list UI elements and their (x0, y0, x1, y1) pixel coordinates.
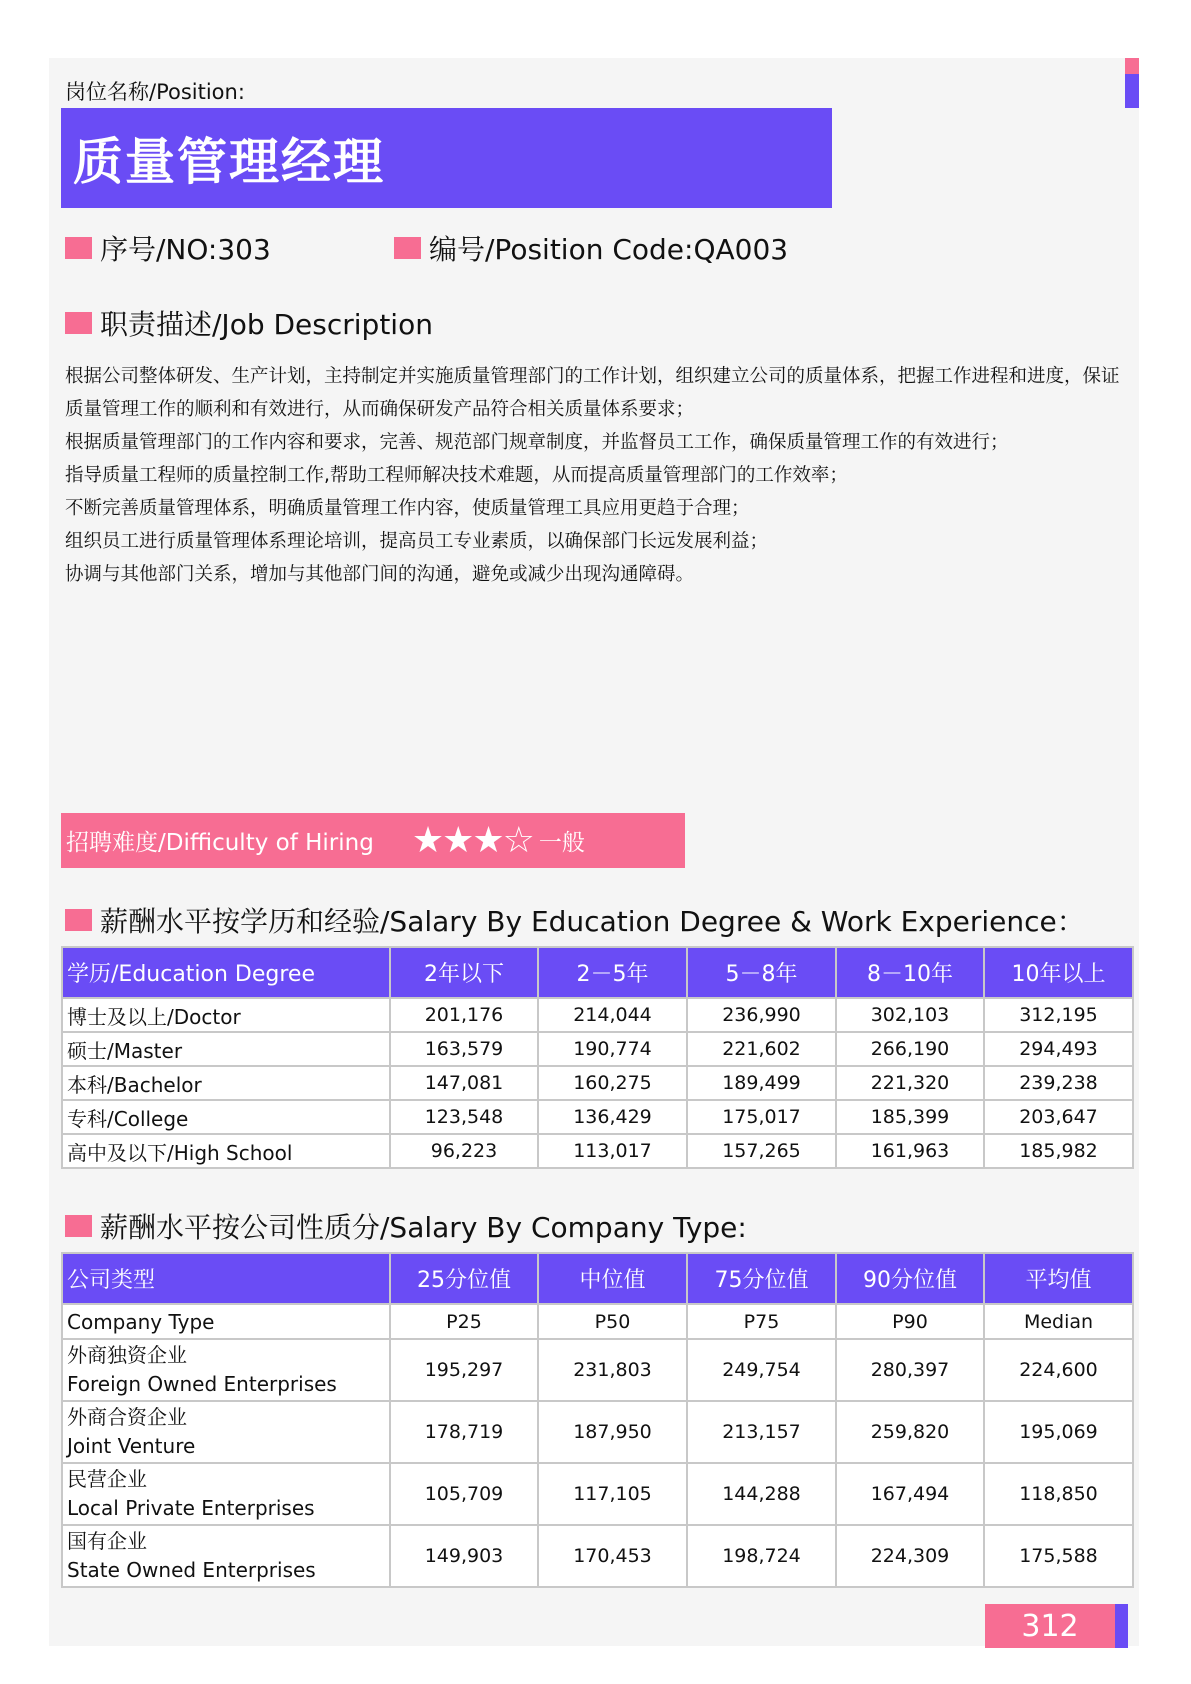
table-cell: 239,238 (984, 1066, 1133, 1100)
code-line (394, 228, 788, 268)
column-header: 公司类型 (62, 1253, 390, 1304)
row-label: 高中及以下/High School (62, 1134, 390, 1168)
row-label: Company Type (62, 1304, 390, 1339)
table-row (62, 1100, 1133, 1134)
table-cell: 161,963 (836, 1134, 984, 1168)
company-type-en: State Owned Enterprises (67, 1558, 316, 1582)
table-cell: 187,950 (538, 1401, 687, 1463)
page-number: 312 (985, 1604, 1115, 1648)
column-header: 学历/Education Degree (62, 947, 390, 998)
education-salary-table (61, 946, 1134, 1169)
table-row (62, 1339, 1133, 1401)
description-line: 组织员工进行质量管理体系理论培训，提高员工专业素质，以确保部门长远发展利益； (65, 531, 769, 552)
table-cell: 190,774 (538, 1032, 687, 1066)
company-type-en: Foreign Owned Enterprises (67, 1372, 337, 1396)
column-header: 10年以上 (984, 947, 1133, 998)
row-label: 本科/Bachelor (62, 1066, 390, 1100)
job-description-body (65, 360, 1135, 591)
column-header: 75分位值 (687, 1253, 836, 1304)
table-cell: 203,647 (984, 1100, 1133, 1134)
column-header: 8－10年 (836, 947, 984, 998)
table-cell: 198,724 (687, 1525, 836, 1587)
table-cell: 175,017 (687, 1100, 836, 1134)
pink-square-icon (65, 909, 92, 931)
table-cell: 178,719 (390, 1401, 538, 1463)
table-cell: 236,990 (687, 998, 836, 1032)
table-row (62, 1525, 1133, 1587)
table-cell: P90 (836, 1304, 984, 1339)
table-cell: 195,297 (390, 1339, 538, 1401)
company-type-cn: 外商独资企业 (67, 1343, 187, 1367)
company-type-cn: 外商合资企业 (67, 1405, 187, 1429)
table-row (62, 1032, 1133, 1066)
table-cell: 231,803 (538, 1339, 687, 1401)
table-row (62, 998, 1133, 1032)
pink-square-icon (65, 312, 92, 334)
column-header: 2年以下 (390, 947, 538, 998)
description-line: 指导质量工程师的质量控制工作,帮助工程师解决技术难题，从而提高质量管理部门的工作效率； (65, 465, 848, 486)
row-label: 硕士/Master (62, 1032, 390, 1066)
table-cell: 280,397 (836, 1339, 984, 1401)
position-title: 质量管理经理 (73, 133, 385, 191)
table-subheader-row (62, 1304, 1133, 1339)
corner-accent-purple (1125, 74, 1139, 108)
company-type-en: Joint Venture (67, 1434, 196, 1458)
row-label (62, 1401, 390, 1463)
table-cell: 189,499 (687, 1066, 836, 1100)
table-row (62, 1066, 1133, 1100)
position-label: 岗位名称/Position: (65, 80, 245, 104)
table-cell: 224,600 (984, 1339, 1133, 1401)
no-line (65, 228, 271, 268)
table-cell: 185,982 (984, 1134, 1133, 1168)
table-cell: 221,320 (836, 1066, 984, 1100)
company-salary-heading (65, 1206, 747, 1246)
description-line: 协调与其他部门关系，增加与其他部门间的沟通，避免或减少出现沟通障碍。 (65, 564, 695, 585)
page-number-accent (1115, 1604, 1128, 1648)
row-label: 专科/College (62, 1100, 390, 1134)
education-salary-title: 薪酬水平按学历和经验/Salary By Education Degree & Work Experience： (100, 905, 1085, 938)
table-cell: 123,548 (390, 1100, 538, 1134)
description-line: 根据公司整体研发、生产计划，主持制定并实施质量管理部门的工作计划，组织建立公司的质量体系，把握工作进程和进度，保证质量管理工作的顺利和有效进行，从而确保研发产品符合相关质量体系要求； (65, 366, 1120, 420)
pink-square-icon (65, 237, 92, 259)
job-description-title: 职责描述/Job Description (100, 308, 433, 341)
company-salary-title: 薪酬水平按公司性质分/Salary By Company Type: (100, 1211, 747, 1244)
table-cell: 167,494 (836, 1463, 984, 1525)
table-cell: 266,190 (836, 1032, 984, 1066)
table-cell: 157,265 (687, 1134, 836, 1168)
table-cell: 302,103 (836, 998, 984, 1032)
table-row (62, 1134, 1133, 1168)
table-cell: 163,579 (390, 1032, 538, 1066)
table-cell: 221,602 (687, 1032, 836, 1066)
row-label (62, 1463, 390, 1525)
corner-accent (1125, 58, 1139, 108)
table-cell: 214,044 (538, 998, 687, 1032)
table-cell: 195,069 (984, 1401, 1133, 1463)
table-cell: 201,176 (390, 998, 538, 1032)
position-code: 编号/Position Code:QA003 (429, 233, 789, 266)
pink-square-icon (394, 237, 421, 259)
company-type-cn: 民营企业 (67, 1467, 147, 1491)
table-cell: P25 (390, 1304, 538, 1339)
difficulty-label: 招聘难度/Difficulty of Hiring (66, 830, 374, 856)
table-cell: 96,223 (390, 1134, 538, 1168)
table-header-row (62, 1253, 1133, 1304)
table-cell: 175,588 (984, 1525, 1133, 1587)
job-description-heading (65, 303, 433, 343)
table-cell: 117,105 (538, 1463, 687, 1525)
table-cell: 147,081 (390, 1066, 538, 1100)
education-salary-heading (65, 900, 1085, 940)
table-row (62, 1463, 1133, 1525)
table-cell: 213,157 (687, 1401, 836, 1463)
company-salary-table (61, 1252, 1134, 1588)
table-cell: 149,903 (390, 1525, 538, 1587)
table-cell: 136,429 (538, 1100, 687, 1134)
page-number-badge (985, 1604, 1128, 1648)
table-cell: 259,820 (836, 1401, 984, 1463)
table-cell: P75 (687, 1304, 836, 1339)
difficulty-level: 一般 (538, 830, 585, 856)
table-cell: 249,754 (687, 1339, 836, 1401)
column-header: 25分位值 (390, 1253, 538, 1304)
corner-accent-pink (1125, 58, 1139, 74)
table-cell: Median (984, 1304, 1133, 1339)
column-header: 中位值 (538, 1253, 687, 1304)
pink-square-icon (65, 1215, 92, 1237)
table-cell: 170,453 (538, 1525, 687, 1587)
column-header: 5－8年 (687, 947, 836, 998)
table-cell: P50 (538, 1304, 687, 1339)
row-label (62, 1339, 390, 1401)
table-cell: 294,493 (984, 1032, 1133, 1066)
description-line: 不断完善质量管理体系，明确质量管理工作内容，使质量管理工具应用更趋于合理； (65, 498, 750, 519)
table-cell: 118,850 (984, 1463, 1133, 1525)
difficulty-bar (61, 813, 685, 868)
table-cell: 312,195 (984, 998, 1133, 1032)
column-header: 平均值 (984, 1253, 1133, 1304)
row-label: 博士及以上/Doctor (62, 998, 390, 1032)
company-type-cn: 国有企业 (67, 1529, 147, 1553)
table-header-row (62, 947, 1133, 998)
table-cell: 160,275 (538, 1066, 687, 1100)
title-bar (61, 108, 832, 208)
column-header: 2－5年 (538, 947, 687, 998)
table-cell: 113,017 (538, 1134, 687, 1168)
position-number: 序号/NO:303 (100, 233, 271, 266)
table-cell: 224,309 (836, 1525, 984, 1587)
column-header: 90分位值 (836, 1253, 984, 1304)
description-line: 根据质量管理部门的工作内容和要求，完善、规范部门规章制度，并监督员工工作，确保质量管理工作的有效进行； (65, 432, 1009, 453)
table-cell: 105,709 (390, 1463, 538, 1525)
company-type-en: Local Private Enterprises (67, 1496, 315, 1520)
table-row (62, 1401, 1133, 1463)
star-rating-icon: ★★★☆ (411, 820, 533, 861)
table-cell: 185,399 (836, 1100, 984, 1134)
row-label (62, 1525, 390, 1587)
table-cell: 144,288 (687, 1463, 836, 1525)
